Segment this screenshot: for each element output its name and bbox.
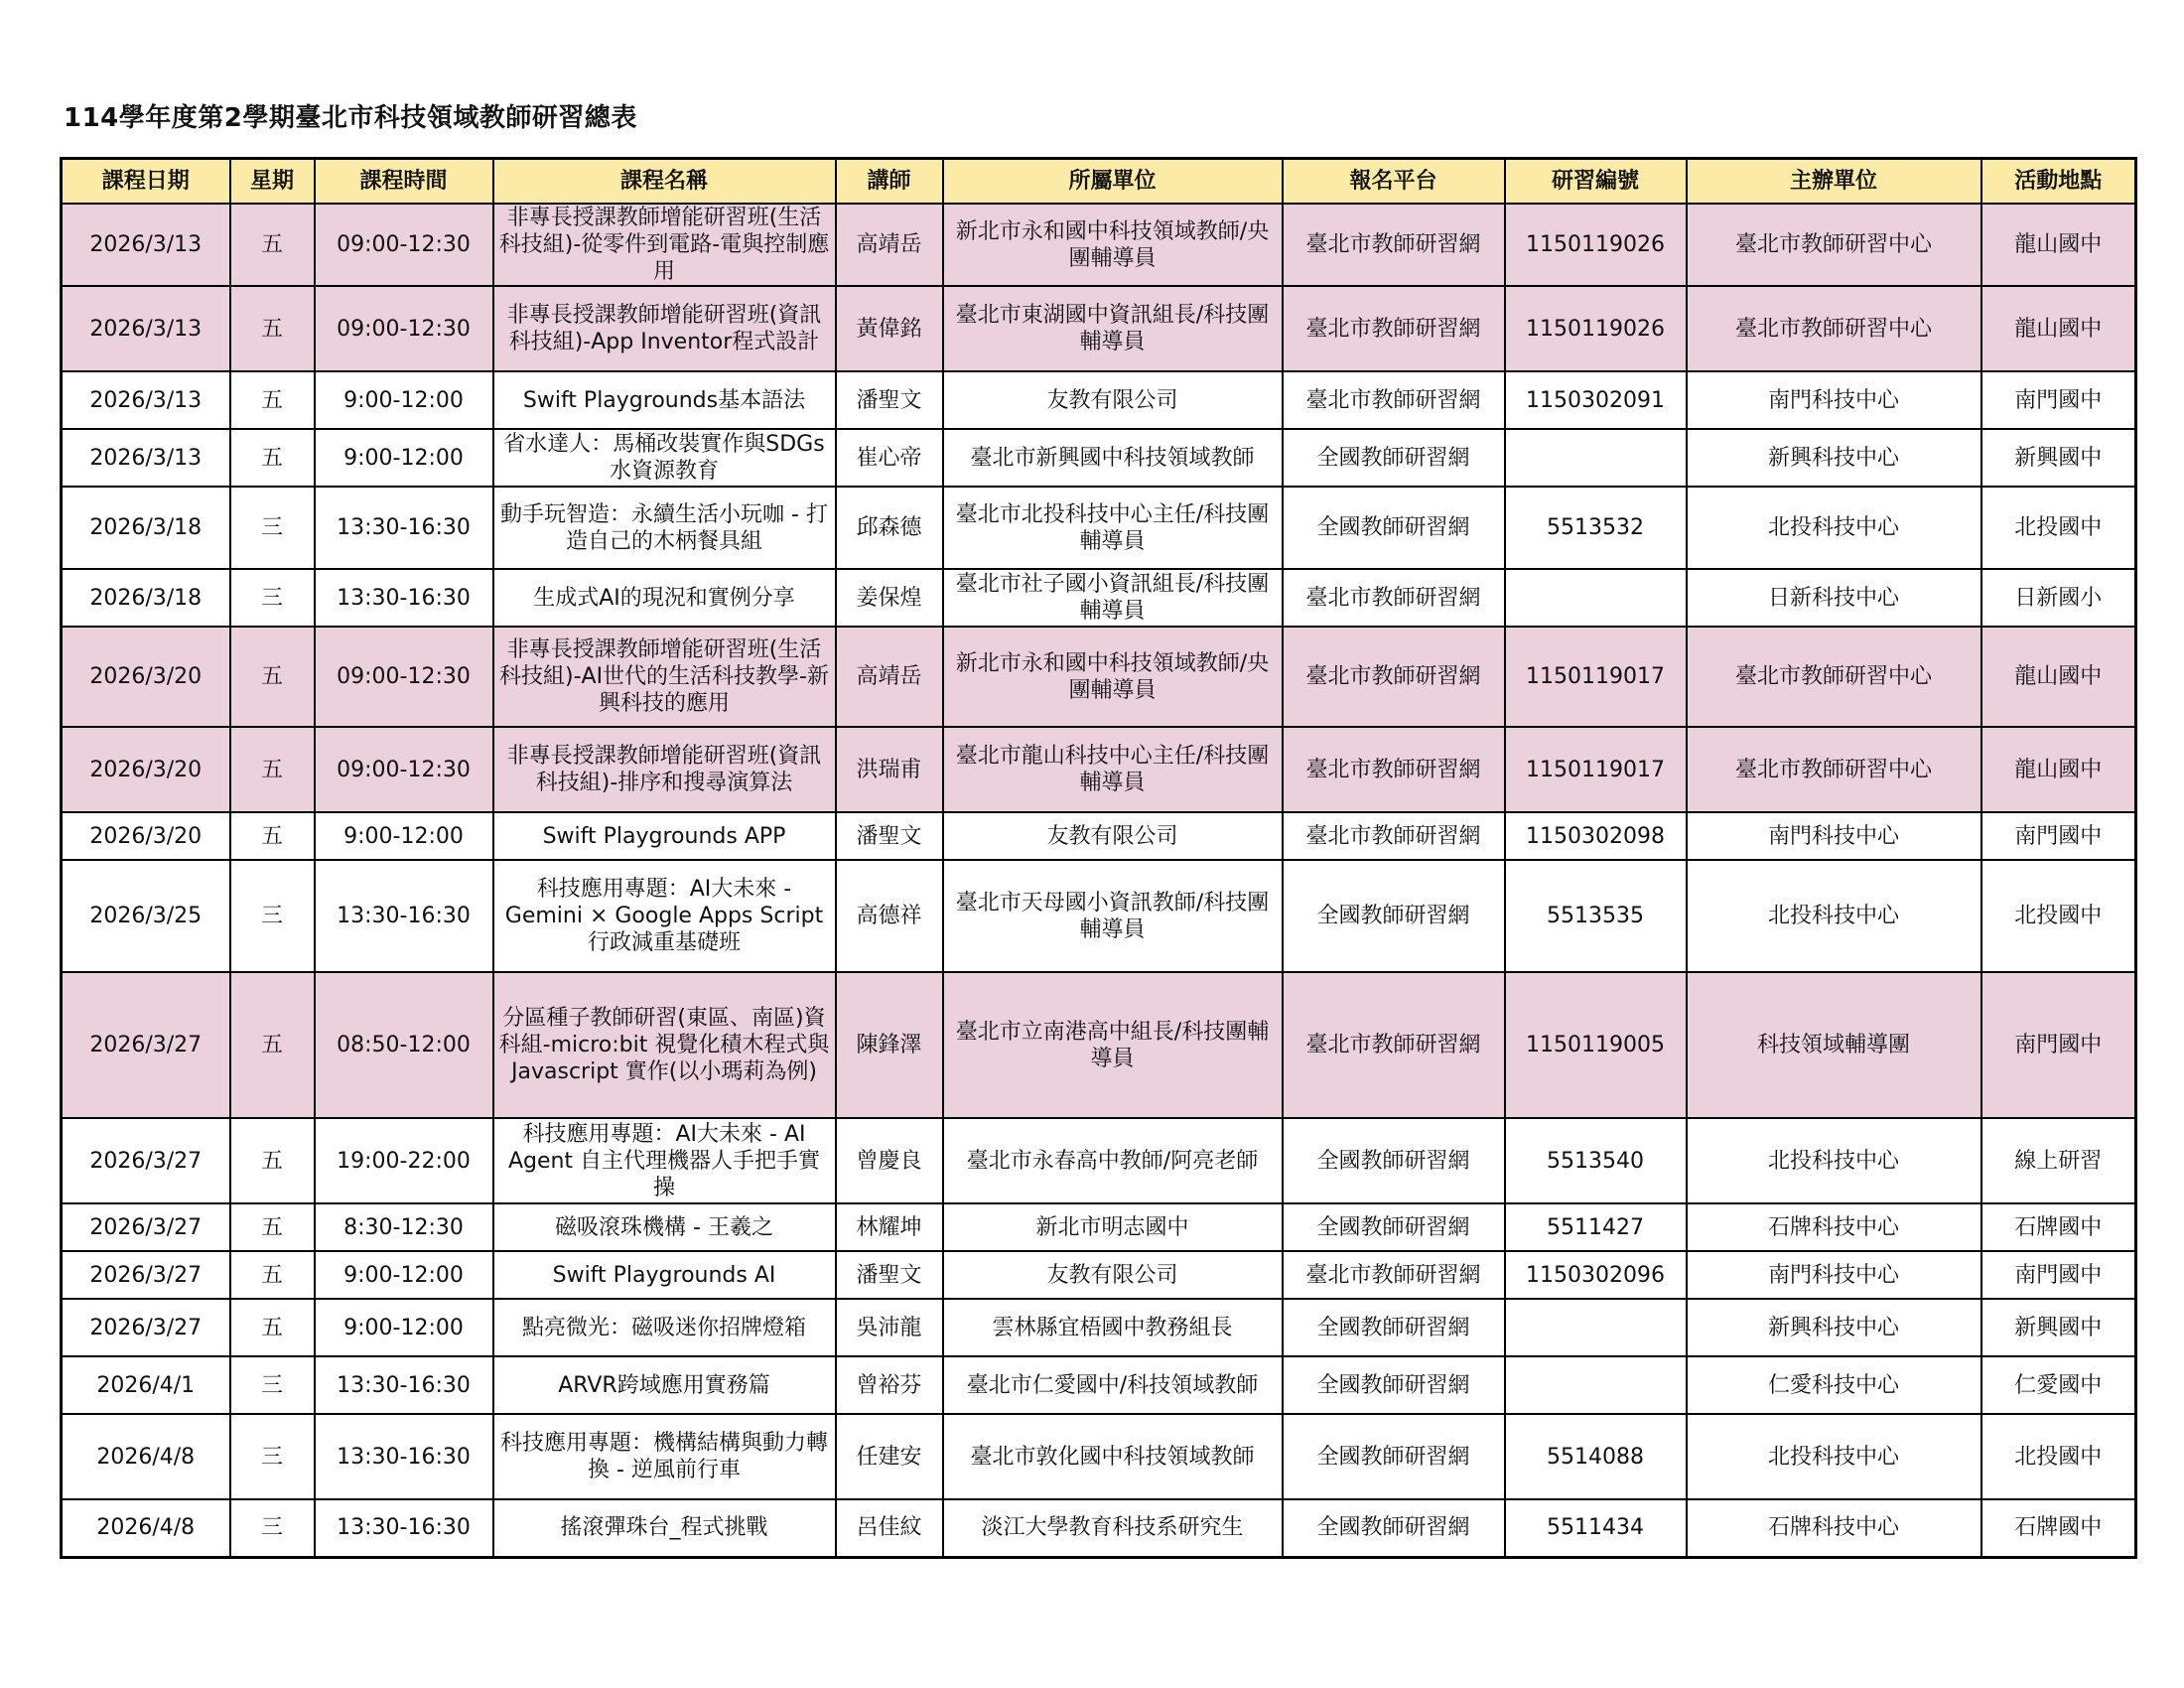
organizer-cell: 新興科技中心 <box>1687 429 1981 487</box>
date-cell: 2026/4/8 <box>62 1499 230 1557</box>
time-cell: 9:00-12:00 <box>315 371 493 429</box>
time-cell: 09:00-12:30 <box>315 286 493 371</box>
col-header-teacher: 講師 <box>836 159 943 205</box>
teacher-cell: 潘聖文 <box>836 371 943 429</box>
code-cell: 1150119026 <box>1505 204 1687 286</box>
location-cell: 線上研習 <box>1981 1118 2136 1203</box>
course-name-cell: 非專長授課教師增能研習班(生活科技組)-從零件到電路-電與控制應用 <box>493 204 836 286</box>
platform-cell: 全國教師研習網 <box>1283 1203 1505 1251</box>
location-cell: 仁愛國中 <box>1981 1356 2136 1414</box>
weekday-cell: 五 <box>230 627 315 727</box>
organizer-cell: 北投科技中心 <box>1687 860 1981 972</box>
weekday-cell: 三 <box>230 1356 315 1414</box>
location-cell: 石牌國中 <box>1981 1203 2136 1251</box>
location-cell: 北投國中 <box>1981 860 2136 972</box>
teacher-cell: 呂佳紋 <box>836 1499 943 1557</box>
col-header-organizer: 主辦單位 <box>1687 159 1981 205</box>
table-row <box>62 429 2136 487</box>
course-name-cell: 生成式AI的現況和實例分享 <box>493 569 836 627</box>
platform-cell: 全國教師研習網 <box>1283 1499 1505 1557</box>
time-cell: 13:30-16:30 <box>315 569 493 627</box>
code-cell: 5513532 <box>1505 487 1687 569</box>
time-cell: 9:00-12:00 <box>315 429 493 487</box>
organizer-cell: 石牌科技中心 <box>1687 1203 1981 1251</box>
platform-cell: 全國教師研習網 <box>1283 487 1505 569</box>
col-header-weekday: 星期 <box>230 159 315 205</box>
course-name-cell: 非專長授課教師增能研習班(生活科技組)-AI世代的生活科技教學-新興科技的應用 <box>493 627 836 727</box>
weekday-cell: 三 <box>230 569 315 627</box>
weekday-cell: 五 <box>230 1299 315 1356</box>
col-header-location: 活動地點 <box>1981 159 2136 205</box>
teacher-cell: 潘聖文 <box>836 812 943 860</box>
code-cell: 5511427 <box>1505 1203 1687 1251</box>
platform-cell: 臺北市教師研習網 <box>1283 204 1505 286</box>
schedule-table <box>60 157 2137 1559</box>
location-cell: 日新國小 <box>1981 569 2136 627</box>
course-name-cell: Swift Playgrounds AI <box>493 1251 836 1299</box>
weekday-cell: 五 <box>230 972 315 1118</box>
weekday-cell: 五 <box>230 204 315 286</box>
course-name-cell: 非專長授課教師增能研習班(資訊科技組)-排序和搜尋演算法 <box>493 727 836 812</box>
teacher-cell: 曾慶良 <box>836 1118 943 1203</box>
table-row <box>62 972 2136 1118</box>
platform-cell: 臺北市教師研習網 <box>1283 972 1505 1118</box>
platform-cell: 全國教師研習網 <box>1283 1299 1505 1356</box>
unit-cell: 友教有限公司 <box>943 1251 1283 1299</box>
code-cell <box>1505 1299 1687 1356</box>
teacher-cell: 黃偉銘 <box>836 286 943 371</box>
organizer-cell: 臺北市教師研習中心 <box>1687 286 1981 371</box>
table-row <box>62 727 2136 812</box>
location-cell: 新興國中 <box>1981 429 2136 487</box>
date-cell: 2026/3/18 <box>62 487 230 569</box>
unit-cell: 新北市明志國中 <box>943 1203 1283 1251</box>
platform-cell: 臺北市教師研習網 <box>1283 727 1505 812</box>
weekday-cell: 三 <box>230 1499 315 1557</box>
time-cell: 13:30-16:30 <box>315 487 493 569</box>
location-cell: 南門國中 <box>1981 371 2136 429</box>
platform-cell: 臺北市教師研習網 <box>1283 286 1505 371</box>
weekday-cell: 三 <box>230 860 315 972</box>
organizer-cell: 南門科技中心 <box>1687 1251 1981 1299</box>
weekday-cell: 五 <box>230 371 315 429</box>
organizer-cell: 科技領域輔導團 <box>1687 972 1981 1118</box>
col-header-time: 課程時間 <box>315 159 493 205</box>
date-cell: 2026/3/13 <box>62 429 230 487</box>
organizer-cell: 北投科技中心 <box>1687 1118 1981 1203</box>
unit-cell: 雲林縣宜梧國中教務組長 <box>943 1299 1283 1356</box>
unit-cell: 淡江大學教育科技系研究生 <box>943 1499 1283 1557</box>
code-cell <box>1505 429 1687 487</box>
code-cell: 1150302091 <box>1505 371 1687 429</box>
time-cell: 13:30-16:30 <box>315 1414 493 1499</box>
organizer-cell: 新興科技中心 <box>1687 1299 1981 1356</box>
course-name-cell: Swift Playgrounds APP <box>493 812 836 860</box>
location-cell: 龍山國中 <box>1981 204 2136 286</box>
col-header-course-name: 課程名稱 <box>493 159 836 205</box>
course-name-cell: 科技應用專題：AI大未來 - Gemini × Google Apps Script 行政減重基礎班 <box>493 860 836 972</box>
unit-cell: 臺北市社子國小資訊組長/科技團輔導員 <box>943 569 1283 627</box>
table-row <box>62 569 2136 627</box>
date-cell: 2026/4/8 <box>62 1414 230 1499</box>
time-cell: 8:30-12:30 <box>315 1203 493 1251</box>
unit-cell: 新北市永和國中科技領域教師/央團輔導員 <box>943 627 1283 727</box>
code-cell <box>1505 1356 1687 1414</box>
unit-cell: 臺北市天母國小資訊教師/科技團輔導員 <box>943 860 1283 972</box>
organizer-cell: 北投科技中心 <box>1687 487 1981 569</box>
organizer-cell: 南門科技中心 <box>1687 371 1981 429</box>
weekday-cell: 五 <box>230 286 315 371</box>
weekday-cell: 三 <box>230 1414 315 1499</box>
header-row <box>62 159 2136 205</box>
course-name-cell: 分區種子教師研習(東區、南區)資科組-micro:bit 視覺化積木程式與 Javascript 實作(以小瑪莉為例) <box>493 972 836 1118</box>
col-header-unit: 所屬單位 <box>943 159 1283 205</box>
time-cell: 09:00-12:30 <box>315 627 493 727</box>
date-cell: 2026/3/18 <box>62 569 230 627</box>
unit-cell: 臺北市龍山科技中心主任/科技團輔導員 <box>943 727 1283 812</box>
teacher-cell: 潘聖文 <box>836 1251 943 1299</box>
teacher-cell: 林耀坤 <box>836 1203 943 1251</box>
col-header-date: 課程日期 <box>62 159 230 205</box>
unit-cell: 新北市永和國中科技領域教師/央團輔導員 <box>943 204 1283 286</box>
code-cell: 1150119005 <box>1505 972 1687 1118</box>
unit-cell: 臺北市東湖國中資訊組長/科技團輔導員 <box>943 286 1283 371</box>
teacher-cell: 崔心帝 <box>836 429 943 487</box>
date-cell: 2026/3/20 <box>62 727 230 812</box>
date-cell: 2026/3/27 <box>62 1203 230 1251</box>
teacher-cell: 陳鋒澤 <box>836 972 943 1118</box>
organizer-cell: 日新科技中心 <box>1687 569 1981 627</box>
col-header-code: 研習編號 <box>1505 159 1687 205</box>
organizer-cell: 仁愛科技中心 <box>1687 1356 1981 1414</box>
table-row <box>62 1414 2136 1499</box>
table-row <box>62 1299 2136 1356</box>
date-cell: 2026/3/13 <box>62 286 230 371</box>
date-cell: 2026/3/20 <box>62 627 230 727</box>
course-name-cell: 非專長授課教師增能研習班(資訊科技組)-App Inventor程式設計 <box>493 286 836 371</box>
weekday-cell: 五 <box>230 1118 315 1203</box>
unit-cell: 臺北市仁愛國中/科技領域教師 <box>943 1356 1283 1414</box>
table-row <box>62 1118 2136 1203</box>
platform-cell: 臺北市教師研習網 <box>1283 371 1505 429</box>
code-cell <box>1505 569 1687 627</box>
date-cell: 2026/3/27 <box>62 1251 230 1299</box>
unit-cell: 友教有限公司 <box>943 812 1283 860</box>
location-cell: 北投國中 <box>1981 1414 2136 1499</box>
organizer-cell: 石牌科技中心 <box>1687 1499 1981 1557</box>
unit-cell: 友教有限公司 <box>943 371 1283 429</box>
location-cell: 新興國中 <box>1981 1299 2136 1356</box>
course-name-cell: 省水達人：馬桶改裝實作與SDGs水資源教育 <box>493 429 836 487</box>
code-cell: 1150302096 <box>1505 1251 1687 1299</box>
time-cell: 13:30-16:30 <box>315 860 493 972</box>
platform-cell: 全國教師研習網 <box>1283 1118 1505 1203</box>
location-cell: 龍山國中 <box>1981 286 2136 371</box>
organizer-cell: 北投科技中心 <box>1687 1414 1981 1499</box>
date-cell: 2026/3/20 <box>62 812 230 860</box>
table-row <box>62 286 2136 371</box>
platform-cell: 臺北市教師研習網 <box>1283 812 1505 860</box>
code-cell: 5511434 <box>1505 1499 1687 1557</box>
location-cell: 南門國中 <box>1981 812 2136 860</box>
teacher-cell: 吳沛龍 <box>836 1299 943 1356</box>
platform-cell: 臺北市教師研習網 <box>1283 627 1505 727</box>
course-name-cell: 動手玩智造：永續生活小玩咖 - 打造自己的木柄餐具組 <box>493 487 836 569</box>
time-cell: 13:30-16:30 <box>315 1356 493 1414</box>
platform-cell: 臺北市教師研習網 <box>1283 1251 1505 1299</box>
time-cell: 13:30-16:30 <box>315 1499 493 1557</box>
platform-cell: 全國教師研習網 <box>1283 860 1505 972</box>
table-row <box>62 1203 2136 1251</box>
course-name-cell: 點亮微光：磁吸迷你招牌燈箱 <box>493 1299 836 1356</box>
table-row <box>62 371 2136 429</box>
course-name-cell: 科技應用專題：AI大未來 - AI Agent 自主代理機器人手把手實操 <box>493 1118 836 1203</box>
date-cell: 2026/3/27 <box>62 1299 230 1356</box>
code-cell: 1150119026 <box>1505 286 1687 371</box>
organizer-cell: 臺北市教師研習中心 <box>1687 727 1981 812</box>
organizer-cell: 臺北市教師研習中心 <box>1687 627 1981 727</box>
code-cell: 1150119017 <box>1505 627 1687 727</box>
teacher-cell: 洪瑞甫 <box>836 727 943 812</box>
table-row <box>62 204 2136 286</box>
col-header-platform: 報名平台 <box>1283 159 1505 205</box>
time-cell: 08:50-12:00 <box>315 972 493 1118</box>
teacher-cell: 姜保煌 <box>836 569 943 627</box>
location-cell: 龍山國中 <box>1981 727 2136 812</box>
course-name-cell: ARVR跨域應用實務篇 <box>493 1356 836 1414</box>
course-name-cell: 科技應用專題：機構結構與動力轉換 - 逆風前行車 <box>493 1414 836 1499</box>
date-cell: 2026/3/13 <box>62 204 230 286</box>
unit-cell: 臺北市新興國中科技領域教師 <box>943 429 1283 487</box>
platform-cell: 臺北市教師研習網 <box>1283 569 1505 627</box>
teacher-cell: 曾裕芬 <box>836 1356 943 1414</box>
unit-cell: 臺北市立南港高中組長/科技團輔導員 <box>943 972 1283 1118</box>
code-cell: 5513535 <box>1505 860 1687 972</box>
organizer-cell: 南門科技中心 <box>1687 812 1981 860</box>
date-cell: 2026/4/1 <box>62 1356 230 1414</box>
teacher-cell: 高靖岳 <box>836 627 943 727</box>
location-cell: 石牌國中 <box>1981 1499 2136 1557</box>
teacher-cell: 高靖岳 <box>836 204 943 286</box>
weekday-cell: 五 <box>230 1203 315 1251</box>
date-cell: 2026/3/27 <box>62 1118 230 1203</box>
time-cell: 9:00-12:00 <box>315 812 493 860</box>
page-title: 114學年度第2學期臺北市科技領域教師研習總表 <box>64 103 637 133</box>
weekday-cell: 三 <box>230 487 315 569</box>
location-cell: 南門國中 <box>1981 1251 2136 1299</box>
platform-cell: 全國教師研習網 <box>1283 1414 1505 1499</box>
table-row <box>62 1499 2136 1557</box>
table-row <box>62 812 2136 860</box>
location-cell: 龍山國中 <box>1981 627 2136 727</box>
teacher-cell: 高德祥 <box>836 860 943 972</box>
organizer-cell: 臺北市教師研習中心 <box>1687 204 1981 286</box>
code-cell: 5513540 <box>1505 1118 1687 1203</box>
weekday-cell: 五 <box>230 429 315 487</box>
code-cell: 1150119017 <box>1505 727 1687 812</box>
table-row <box>62 860 2136 972</box>
unit-cell: 臺北市北投科技中心主任/科技團輔導員 <box>943 487 1283 569</box>
teacher-cell: 邱森德 <box>836 487 943 569</box>
code-cell: 5514088 <box>1505 1414 1687 1499</box>
course-name-cell: 搖滾彈珠台_程式挑戰 <box>493 1499 836 1557</box>
course-name-cell: 磁吸滾珠機構 - 王羲之 <box>493 1203 836 1251</box>
table-row <box>62 1356 2136 1414</box>
weekday-cell: 五 <box>230 727 315 812</box>
teacher-cell: 任建安 <box>836 1414 943 1499</box>
time-cell: 09:00-12:30 <box>315 204 493 286</box>
platform-cell: 全國教師研習網 <box>1283 1356 1505 1414</box>
code-cell: 1150302098 <box>1505 812 1687 860</box>
time-cell: 09:00-12:30 <box>315 727 493 812</box>
location-cell: 北投國中 <box>1981 487 2136 569</box>
time-cell: 19:00-22:00 <box>315 1118 493 1203</box>
date-cell: 2026/3/13 <box>62 371 230 429</box>
date-cell: 2026/3/27 <box>62 972 230 1118</box>
weekday-cell: 五 <box>230 812 315 860</box>
platform-cell: 全國教師研習網 <box>1283 429 1505 487</box>
time-cell: 9:00-12:00 <box>315 1251 493 1299</box>
time-cell: 9:00-12:00 <box>315 1299 493 1356</box>
table-row <box>62 1251 2136 1299</box>
unit-cell: 臺北市敦化國中科技領域教師 <box>943 1414 1283 1499</box>
table-row <box>62 627 2136 727</box>
date-cell: 2026/3/25 <box>62 860 230 972</box>
unit-cell: 臺北市永春高中教師/阿亮老師 <box>943 1118 1283 1203</box>
table-row <box>62 487 2136 569</box>
location-cell: 南門國中 <box>1981 972 2136 1118</box>
course-name-cell: Swift Playgrounds基本語法 <box>493 371 836 429</box>
weekday-cell: 五 <box>230 1251 315 1299</box>
